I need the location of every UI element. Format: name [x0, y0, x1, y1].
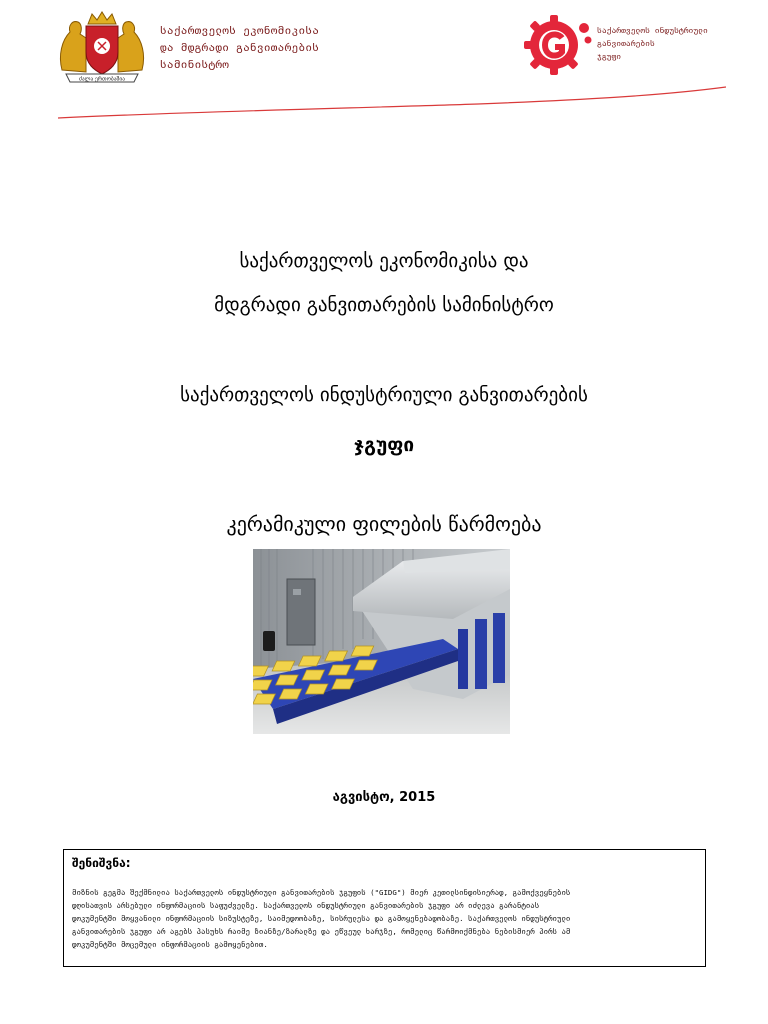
gidg-header-line-1: საქართველოს ინდუსტრიული — [597, 26, 708, 35]
disclaimer-line-4: განვითარების ჯგუფი არ აგებს პასუხს რაიმე ზიანზე/ზარალზე და ეწვეულ ხარჯზე, რომელიც წარმოიქმნება ნებისმიერ პირს ამ — [72, 927, 571, 936]
title-line-2: მდგრადი განვითარების სამინისტრო — [214, 294, 554, 316]
title-line-1: საქართველოს ეკონომიკისა და — [239, 250, 529, 272]
header-divider — [58, 86, 726, 126]
gidg-header-text — [597, 24, 747, 63]
gidg-header-line-3: ჯგუფი — [597, 52, 622, 61]
ministry-header-line-2: და მდგრადი განვითარების — [160, 41, 320, 54]
disclaimer-line-3: დოკუმენტში მოყვანილი ინფორმაციის სიზუსტეზე, საიმედოობაზე, სისრულესა და გამოყენებადობაზე. საქართველოს ინდუსტრიული — [72, 914, 571, 923]
disclaimer-line-5: დოკუმენტში მოცემული ინფორმაციის გამოყენებით. — [72, 940, 268, 949]
disclaimer-box — [63, 849, 706, 967]
coat-motto: ძალა ერთობაშია — [78, 76, 126, 83]
title-line-4: ჯგუფი — [353, 434, 415, 456]
ministry-header-text — [160, 22, 360, 73]
ministry-header-line-1: საქართველოს ეკონომიკისა — [160, 24, 320, 37]
disclaimer-line-1: მიზნის გეგმა შექმნილია საქართველოს ინდუსტრიული განვითარების ჯგუფის ("GIDG") მიერ კეთილსინდისიერად, გამოქვეყნების — [72, 888, 571, 897]
gidg-gear-logo — [522, 12, 592, 78]
title-line-3: საქართველოს ინდუსტრიული განვითარების — [180, 384, 588, 406]
disclaimer-text — [72, 886, 700, 951]
ministry-header-line-3: სამინისტრო — [160, 58, 230, 71]
ceramic-tile-kiln-image — [253, 549, 510, 734]
document-title: კერამიკული ფილების წარმოება — [226, 512, 542, 536]
disclaimer-title: შენიშვნა: — [72, 856, 131, 870]
disclaimer-line-2: დღისათვის არსებული ინფორმაციის საფუძველზე. საქართველოს ინდუსტრიული განვითარების ჯგუფი არ იძლევა გარანტიას — [72, 901, 540, 910]
document-date: აგვისტო, 2015 — [332, 790, 436, 805]
gidg-header-line-2: განვითარების — [597, 39, 655, 48]
georgia-coat-of-arms-logo — [56, 10, 148, 84]
